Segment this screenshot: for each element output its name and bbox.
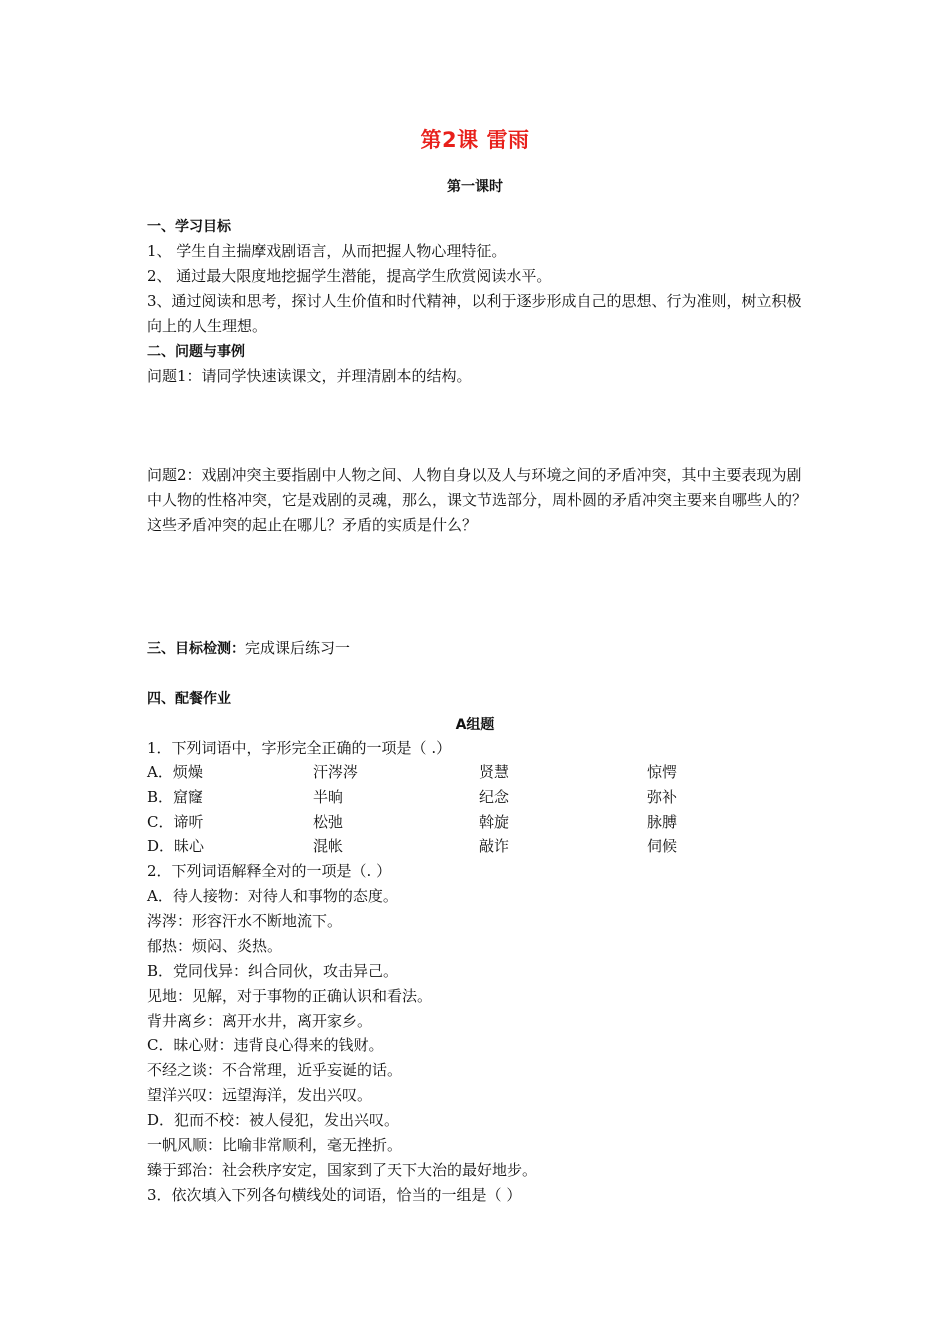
section-heading-check: 三、目标检测： (147, 641, 245, 657)
definition-line: D．犯而不校：被人侵犯，发出兴叹。 (147, 1111, 400, 1129)
option-cell: D．昧心 (147, 837, 205, 855)
check-text: 完成课后练习一 (245, 639, 351, 657)
option-row (147, 786, 827, 808)
question-1: 问题1：请同学快速读课文，并理清剧本的结构。 (147, 367, 472, 385)
option-cell: 贤慧 (479, 763, 510, 781)
option-cell: 弥补 (647, 788, 678, 806)
definition-line: 涔涔：形容汗水不断地流下。 (147, 912, 343, 930)
section-heading-goals: 一、学习目标 (147, 219, 231, 235)
exercise-3-stem: 3．依次填入下列各句横线处的词语，恰当的一组是（ ） (147, 1186, 522, 1204)
definition-line: 一帆风顺：比喻非常顺利，毫无挫折。 (147, 1136, 403, 1154)
lesson-title: 第2课 雷雨 (420, 128, 530, 152)
option-cell: 混帐 (313, 837, 344, 855)
exercise-1-stem: 1．下列词语中，字形完全正确的一项是（ .） (147, 739, 452, 757)
option-cell: 汗涔涔 (313, 763, 359, 781)
option-cell: 半晌 (313, 788, 344, 806)
section-target-check (147, 637, 350, 660)
group-title: A组题 (455, 717, 495, 733)
option-row (147, 811, 827, 833)
goal-item: 1、 学生自主揣摩戏剧语言，从而把握人物心理特征。 (147, 242, 507, 260)
lesson-subtitle: 第一课时 (447, 179, 503, 195)
option-cell: 惊愕 (647, 763, 678, 781)
definition-line: 背井离乡：离开水井，离开家乡。 (147, 1012, 373, 1030)
option-cell: C．谛听 (147, 813, 204, 831)
definition-line: 不经之谈：不合常理，近乎妄诞的话。 (147, 1061, 403, 1079)
definition-line: A．待人接物：对待人和事物的态度。 (147, 887, 398, 905)
option-row (147, 761, 827, 783)
option-cell: 松弛 (313, 813, 344, 831)
goal-item: 3、通过阅读和思考，探讨人生价值和时代精神，以利于逐步形成自己的思想、行为准则，树立积极向上的人生理想。 (147, 292, 802, 335)
option-cell: B．窟窿 (147, 788, 204, 806)
exercise-2-stem: 2．下列词语解释全对的一项是（. ） (147, 862, 392, 880)
option-cell: 敲诈 (479, 837, 510, 855)
goal-item: 2、 通过最大限度地挖掘学生潜能，提高学生欣赏阅读水平。 (147, 267, 552, 285)
option-cell: 斡旋 (479, 813, 510, 831)
definition-line: 见地：见解，对于事物的正确认识和看法。 (147, 987, 433, 1005)
option-cell: 纪念 (479, 788, 510, 806)
definition-line: 郁热：烦闷、炎热。 (147, 937, 283, 955)
section-heading-homework: 四、配餐作业 (147, 691, 231, 707)
option-cell: 伺候 (647, 837, 678, 855)
definition-line: 望洋兴叹：远望海洋，发出兴叹。 (147, 1086, 373, 1104)
option-row (147, 835, 827, 857)
definition-line: C．昧心财：违背良心得来的钱财。 (147, 1036, 384, 1054)
question-2: 问题2：戏剧冲突主要指剧中人物之间、人物自身以及人与环境之间的矛盾冲突，其中主要表现为剧中人物的性格冲突，它是戏剧的灵魂，那么，课文节选部分，周朴圆的矛盾冲突主要来自哪些人的？这些矛盾冲突的起止在哪儿？矛盾的实质是什么？ (147, 466, 808, 534)
section-heading-questions: 二、问题与事例 (147, 344, 245, 360)
definition-line: B．党同伐异：纠合同伙，攻击异己。 (147, 962, 399, 980)
option-cell: A．烦燥 (147, 763, 203, 781)
definition-line: 臻于郅治：社会秩序安定，国家到了天下大治的最好地步。 (147, 1161, 538, 1179)
option-cell: 脉膊 (647, 813, 678, 831)
